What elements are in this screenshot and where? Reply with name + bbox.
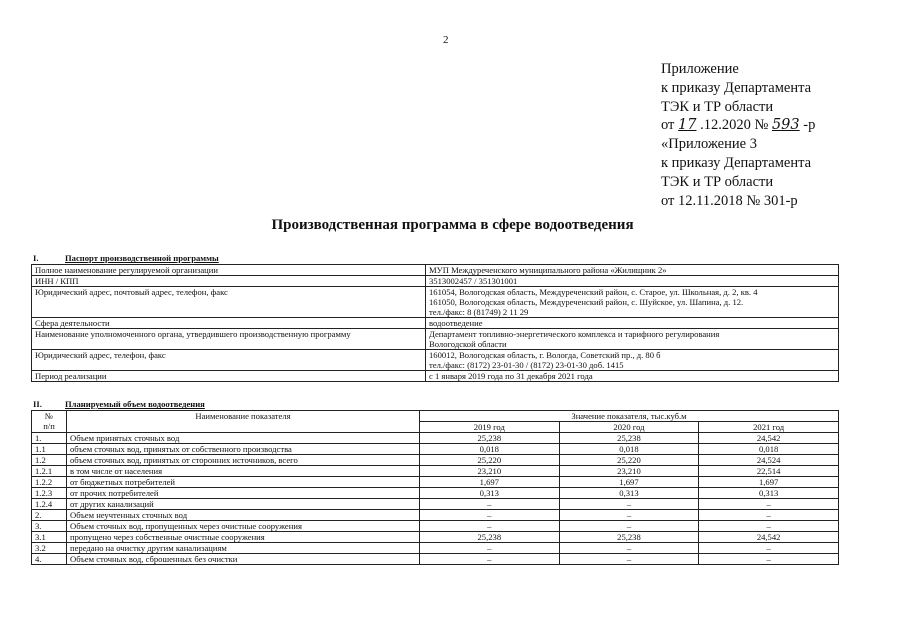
row-value: – — [559, 521, 699, 532]
row-number: 4. — [32, 554, 67, 565]
row-value: – — [699, 521, 839, 532]
table-header-row — [32, 411, 839, 422]
row-value: – — [420, 510, 560, 521]
row-number: 3.2 — [32, 543, 67, 554]
section-number: I. — [33, 253, 39, 263]
section-2-heading — [33, 399, 205, 409]
row-number: 1.2.1 — [32, 466, 67, 477]
handwritten-number: 593 — [771, 117, 800, 134]
appendix-line: к приказу Департамента — [661, 154, 812, 171]
row-value: 24,542 — [699, 433, 839, 444]
table-row — [32, 444, 839, 455]
row-value: 23,210 — [420, 466, 560, 477]
row-value: 0,313 — [420, 488, 560, 499]
section-title: Паспорт производственной программы — [65, 253, 219, 263]
header-name: Наименование показателя — [67, 411, 420, 433]
table-row — [32, 532, 839, 543]
row-value: 24,524 — [699, 455, 839, 466]
row-value: 25,238 — [559, 433, 699, 444]
passport-row — [32, 329, 839, 350]
row-value: – — [699, 499, 839, 510]
passport-label: Юридический адрес, телефон, факс — [32, 350, 426, 371]
volume-table — [31, 410, 839, 565]
row-number: 2. — [32, 510, 67, 521]
section-number: II. — [33, 399, 42, 409]
appendix-header — [661, 60, 815, 210]
row-number: 1.2 — [32, 455, 67, 466]
row-value: 0,018 — [699, 444, 839, 455]
row-value: – — [699, 554, 839, 565]
row-value: – — [559, 510, 699, 521]
row-indicator-name: Объем неучтенных сточных вод — [67, 510, 420, 521]
appendix-text: .12.2020 № — [696, 117, 772, 134]
row-value: 0,018 — [559, 444, 699, 455]
header-values: Значение показателя, тыс.куб.м — [420, 411, 839, 422]
header-year: 2019 год — [420, 422, 560, 433]
passport-row — [32, 276, 839, 287]
table-row — [32, 455, 839, 466]
passport-row — [32, 371, 839, 382]
passport-label: ИНН / КПП — [32, 276, 426, 287]
table-row — [32, 477, 839, 488]
document-title: Производственная программа в сфере водоотведения — [271, 217, 634, 233]
row-value: – — [559, 554, 699, 565]
passport-value: Департамент топливно-энергетического комплекса и тарифного регулирования Вологодской области — [426, 329, 839, 350]
header-year: 2021 год — [699, 422, 839, 433]
row-value: – — [699, 543, 839, 554]
row-value: – — [420, 543, 560, 554]
section-title: Планируемый объем водоотведения — [65, 399, 205, 409]
passport-label: Наименование уполномоченного органа, утвердившего производственную программу — [32, 329, 426, 350]
header-num: № п/п — [32, 411, 67, 433]
row-value: 23,210 — [559, 466, 699, 477]
handwritten-day: 17 — [678, 117, 697, 134]
row-value: 1,697 — [559, 477, 699, 488]
row-indicator-name: Объем сточных вод, сброшенных без очистки — [67, 554, 420, 565]
row-indicator-name: передано на очистку другим канализациям — [67, 543, 420, 554]
row-value: 25,238 — [420, 433, 560, 444]
row-number: 3. — [32, 521, 67, 532]
row-value: – — [559, 499, 699, 510]
passport-value: МУП Междуреченского муниципального района «Жилищник 2» — [426, 265, 839, 276]
table-row — [32, 543, 839, 554]
passport-row — [32, 265, 839, 276]
row-indicator-name: объем сточных вод, принятых от сторонних источников, всего — [67, 455, 420, 466]
row-indicator-name: от бюджетных потребителей — [67, 477, 420, 488]
appendix-text: -р — [799, 117, 816, 134]
passport-label: Полное наименование регулируемой организации — [32, 265, 426, 276]
table-row — [32, 499, 839, 510]
row-value: 25,238 — [559, 532, 699, 543]
row-value: – — [420, 499, 560, 510]
header-year: 2020 год — [559, 422, 699, 433]
passport-value: с 1 января 2019 года по 31 декабря 2021 года — [426, 371, 839, 382]
passport-table — [31, 264, 839, 382]
row-value: – — [420, 521, 560, 532]
table-row — [32, 510, 839, 521]
row-indicator-name: Объем принятых сточных вод — [67, 433, 420, 444]
table-row — [32, 554, 839, 565]
row-indicator-name: пропущено через собственные очистные сооружения — [67, 532, 420, 543]
row-value: 0,018 — [420, 444, 560, 455]
passport-label: Юридический адрес, почтовый адрес, телефон, факс — [32, 287, 426, 318]
row-value: 1,697 — [420, 477, 560, 488]
table-row — [32, 521, 839, 532]
row-value: – — [559, 543, 699, 554]
row-value: 25,220 — [559, 455, 699, 466]
row-value: 24,542 — [699, 532, 839, 543]
appendix-text: от — [661, 117, 679, 134]
row-indicator-name: Объем сточных вод, пропущенных через очистные сооружения — [67, 521, 420, 532]
table-row — [32, 433, 839, 444]
row-number: 1. — [32, 433, 67, 444]
row-number: 3.1 — [32, 532, 67, 543]
appendix-order-date — [661, 116, 815, 135]
row-value: – — [699, 510, 839, 521]
row-value: 25,238 — [420, 532, 560, 543]
row-number: 1.2.2 — [32, 477, 67, 488]
row-value: 0,313 — [699, 488, 839, 499]
row-value: 22,514 — [699, 466, 839, 477]
appendix-line: «Приложение 3 — [661, 136, 757, 153]
passport-row — [32, 318, 839, 329]
passport-row — [32, 350, 839, 371]
page-number: 2 — [443, 34, 449, 46]
row-number: 1.2.4 — [32, 499, 67, 510]
passport-label: Период реализации — [32, 371, 426, 382]
row-indicator-name: объем сточных вод, принятых от собственного производства — [67, 444, 420, 455]
row-value: – — [420, 554, 560, 565]
row-indicator-name: от других канализаций — [67, 499, 420, 510]
row-indicator-name: в том числе от населения — [67, 466, 420, 477]
passport-value: 161054, Вологодская область, Междуреченский район, с. Старое, ул. Школьная, д. 2, кв. 4 161050, Вологодская область, Междуреченский район, с. Шуйское, ул. Шапина, д. 12. тел./факс: 8 (81749) 2 11 29 — [426, 287, 839, 318]
row-indicator-name: от прочих потребителей — [67, 488, 420, 499]
appendix-line: от 12.11.2018 № 301-р — [661, 192, 798, 209]
appendix-line: к приказу Департамента — [661, 79, 812, 96]
appendix-line: ТЭК и ТР области — [661, 173, 774, 190]
row-value: 1,697 — [699, 477, 839, 488]
passport-value: 160012, Вологодская область, г. Вологда, Советский пр., д. 80 б тел./факс: (8172) 23-01-30 / (8172) 23-01-30 доб. 1415 — [426, 350, 839, 371]
row-value: 25,220 — [420, 455, 560, 466]
appendix-line: Приложение — [661, 61, 739, 77]
row-value: 0,313 — [559, 488, 699, 499]
passport-label: Сфера деятельности — [32, 318, 426, 329]
appendix-line: ТЭК и ТР области — [661, 98, 774, 115]
section-1-heading — [33, 253, 219, 263]
row-number: 1.2.3 — [32, 488, 67, 499]
table-row — [32, 488, 839, 499]
passport-value: водоотведение — [426, 318, 839, 329]
passport-value: 3513002457 / 351301001 — [426, 276, 839, 287]
passport-row — [32, 287, 839, 318]
row-number: 1.1 — [32, 444, 67, 455]
table-row — [32, 466, 839, 477]
